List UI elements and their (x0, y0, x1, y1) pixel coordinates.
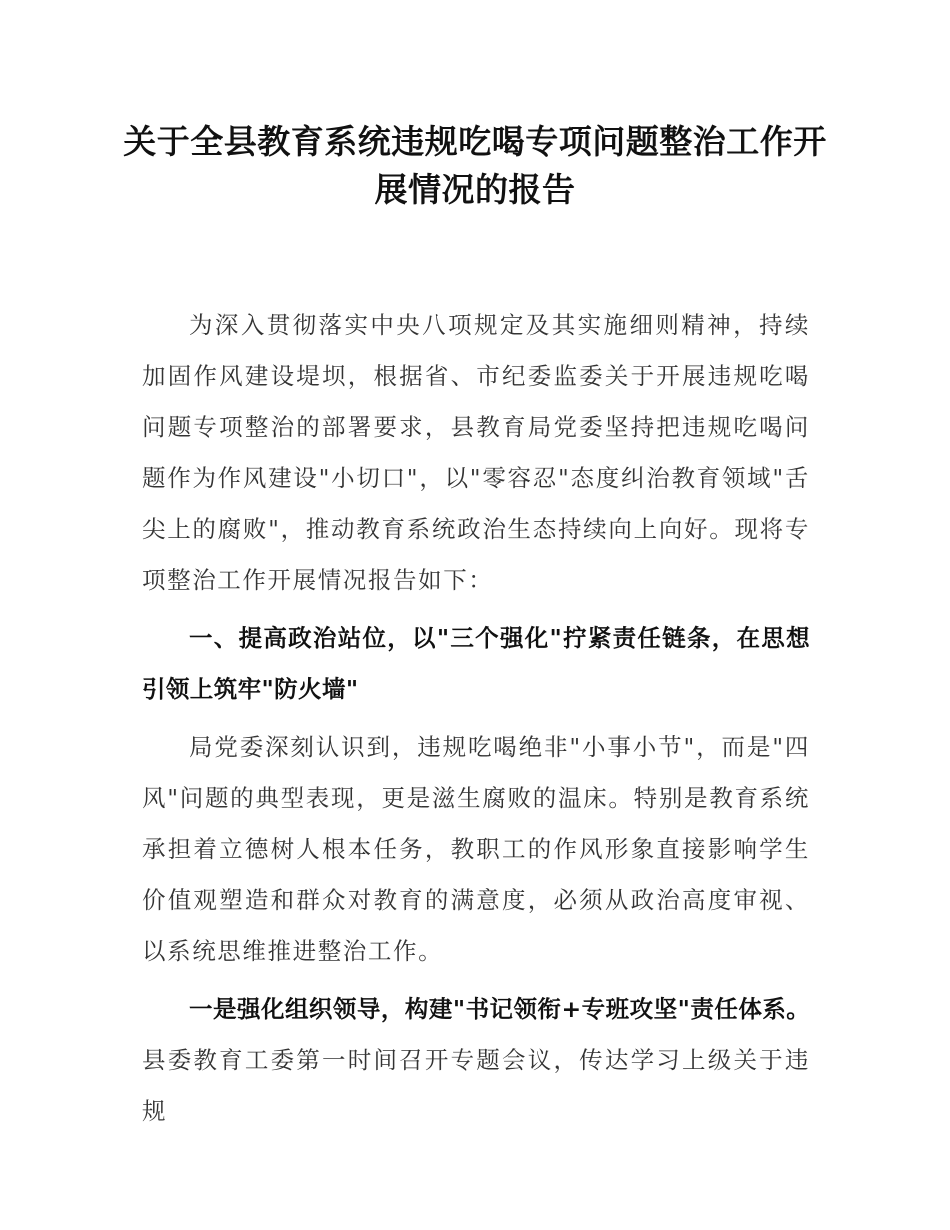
intro-paragraph: 为深入贯彻落实中央八项规定及其实施细则精神，持续加固作风建设堤坝，根据省、市纪委监委关于开展违规吃喝问题专项整治的部署要求，县教育局党委坚持把违规吃喝问题作为作风建设"小切口"，以"零容忍"态度纠治教育领域"舌尖上的腐败"，推动教育系统政治生态持续向上向好。现将专项整治工作开展情况报告如下： (142, 311, 810, 594)
point-1-text: 县委教育工委第一时间召开专题会议，传达学习上级关于违规 (142, 1046, 810, 1125)
point-1-paragraph (142, 984, 810, 1137)
section-heading-1: 一、提高政治站位，以"三个强化"拧紧责任链条，在思想引领上筑牢"防火墙" (142, 624, 810, 703)
document-body (142, 300, 810, 1137)
document-title: 关于全县教育系统违规吃喝专项问题整治工作开展情况的报告 (123, 122, 827, 209)
section-1-paragraph: 局党委深刻认识到，违规吃喝绝非"小事小节"，而是"四风"问题的典型表现，更是滋生腐败的温床。特别是教育系统承担着立德树人根本任务，教职工的作风形象直接影响学生价值观塑造和群众对教育的满意度，必须从政治高度审视、以系统思维推进整治工作。 (142, 733, 810, 965)
point-1-lead: 一是强化组织领导，构建"书记领衔+专班攻坚"责任体系。 (189, 995, 810, 1023)
